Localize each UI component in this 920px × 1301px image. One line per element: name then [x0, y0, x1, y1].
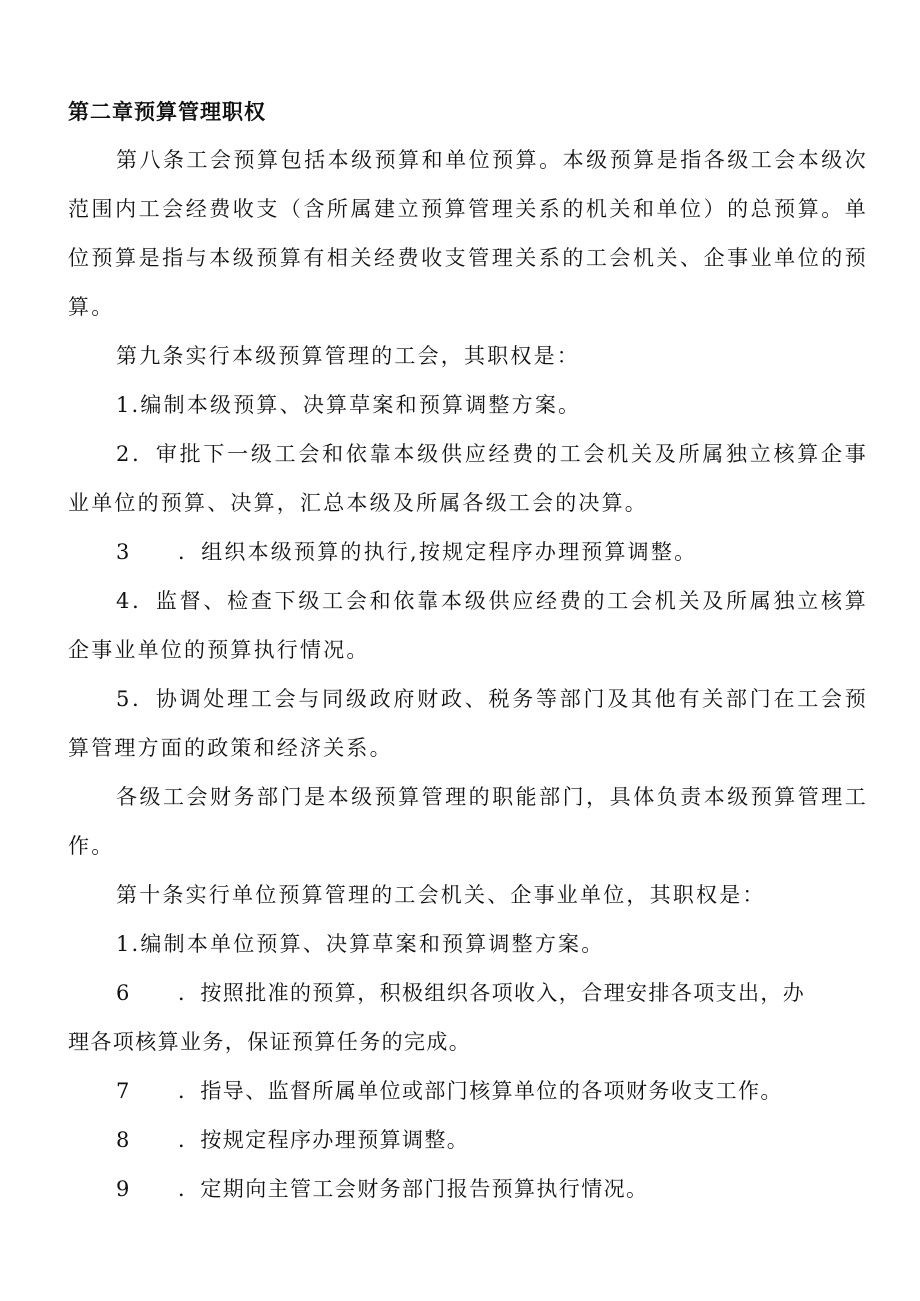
article-9-item-2: 2．审批下一级工会和依靠本级供应经费的工会机关及所属独立核算企事业单位的预算、决算，汇总本级及所属各级工会的决算。 — [68, 442, 868, 515]
article-10-item-6-continuation: 理各项核算业务，保证预算任务的完成。 — [68, 1030, 472, 1054]
item-number: 3 — [116, 540, 132, 564]
article-9-item-3 — [68, 528, 868, 577]
item-number: 6 — [116, 981, 131, 1005]
item-number: 8 — [116, 1128, 131, 1152]
item-text: ．组织本级预算的执行,按规定程序办理预算调整。 — [178, 540, 698, 564]
article-10-item-6 — [68, 969, 868, 1018]
article-9-item-5: 5．协调处理工会与同级政府财政、税务等部门及其他有关部门在工会预算管理方面的政策和经济关系。 — [68, 687, 868, 760]
article-10-item-1: 1.编制本单位预算、决算草案和预算调整方案。 — [116, 932, 605, 956]
article-9-item-1: 1.编制本级预算、决算草案和预算调整方案。 — [116, 393, 582, 417]
article-10-item-9 — [68, 1165, 868, 1214]
article-10-item-7 — [68, 1067, 868, 1116]
article-9-intro: 第九条实行本级预算管理的工会，其职权是： — [116, 344, 580, 368]
item-text: ．指导、监督所属单位或部门核算单位的各项财务收支工作。 — [178, 1079, 783, 1103]
finance-dept-paragraph: 各级工会财务部门是本级预算管理的职能部门，具体负责本级预算管理工作。 — [68, 785, 868, 858]
chapter-heading: 第二章预算管理职权 — [68, 100, 266, 124]
article-8-paragraph: 第八条工会预算包括本级预算和单位预算。本级预算是指各级工会本级次范围内工会经费收支（含所属建立预算管理关系的机关和单位）的总预算。单位预算是指与本级预算有相关经费收支管理关系的工会机关、企事业单位的预算。 — [68, 148, 868, 319]
item-number: 7 — [116, 1079, 131, 1103]
article-10-item-8 — [68, 1116, 868, 1165]
item-text: ．按照批准的预算，积极组织各项收入，合理安排各项支出，办 — [178, 981, 806, 1005]
article-9-item-4: 4．监督、检查下级工会和依靠本级供应经费的工会机关及所属独立核算企事业单位的预算执行情况。 — [68, 589, 868, 662]
item-text: ．定期向主管工会财务部门报告预算执行情况。 — [178, 1177, 649, 1201]
item-text: ．按规定程序办理预算调整。 — [178, 1128, 470, 1152]
item-number: 9 — [116, 1177, 131, 1201]
article-10-intro: 第十条实行单位预算管理的工会机关、企事业单位，其职权是： — [116, 883, 766, 907]
